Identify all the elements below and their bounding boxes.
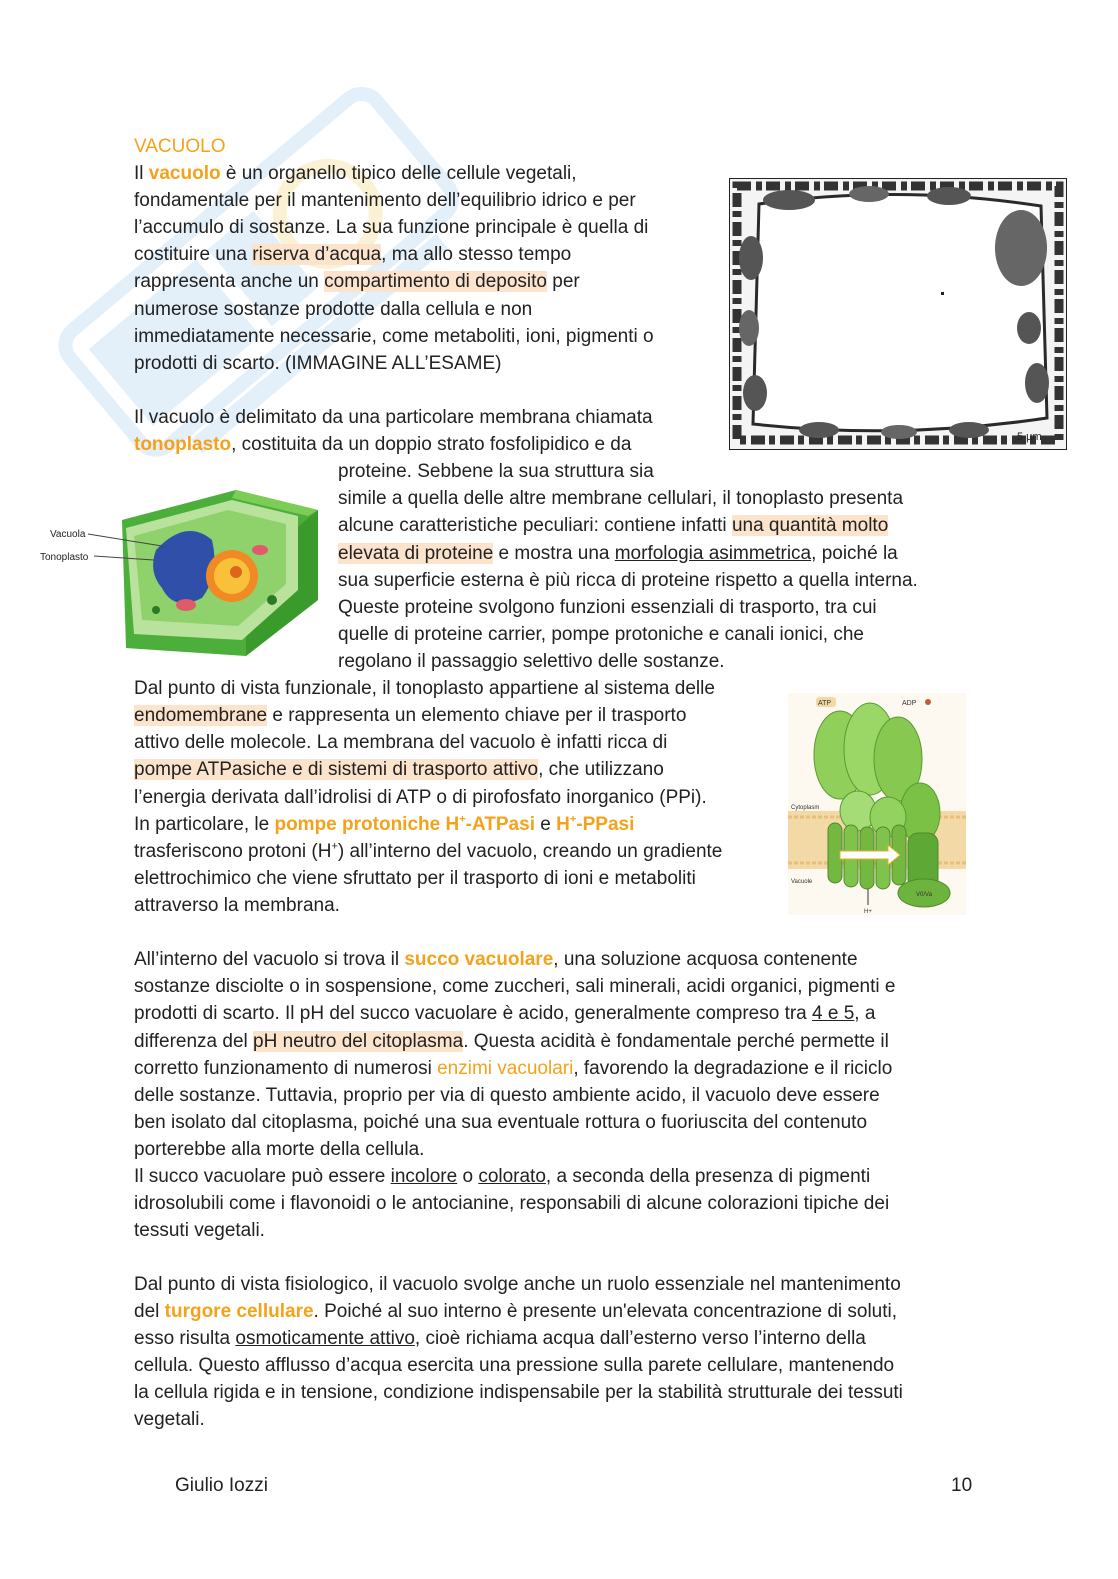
para3-line6: In particolare, le pompe protoniche H+-ATPasi e H+-PPasi [134, 813, 635, 835]
para2-line1: Il vacuolo è delimitato da una particolare membrana chiamata [134, 407, 653, 428]
keyword-turgore: turgore cellulare [164, 1301, 314, 1322]
para3-line9: attraverso la membrana. [134, 895, 340, 916]
scale-bar-label: 5 µm [1017, 431, 1042, 443]
plant-cell-illustration [36, 480, 328, 662]
label-tonoplasto: Tonoplasto [40, 552, 89, 563]
para1-line4: costituire una riserva d’acqua, ma allo stesso tempo [134, 244, 572, 265]
highlight-riserva: riserva d’acqua [252, 244, 382, 265]
para3-line4: pompe ATPasiche e di sistemi di trasporto attivo, che utilizzano [134, 759, 664, 780]
footer-author: Giulio Iozzi [175, 1475, 268, 1496]
para4-line3: prodotti di scarto. Il pH del succo vacuolare è acido, generalmente compreso tra 4 e 5, a [134, 1003, 876, 1024]
para5-line4: cellula. Questo afflusso d’acqua esercita una pressione sulla parete cellulare, mantenendo [134, 1355, 895, 1376]
para5-line1: Dal punto di vista fisiologico, il vacuolo svolge anche un ruolo essenziale nel mantenimento [134, 1274, 901, 1295]
keyword-pompe-atpasi: pompe protoniche H+-ATPasi [274, 813, 535, 835]
label-adp: ADP [902, 700, 917, 707]
para4-line11: tessuti vegetali. [134, 1220, 265, 1241]
v-atpase-illustration [788, 693, 966, 915]
underline-osmoticamente: osmoticamente attivo [235, 1328, 415, 1349]
para1-line2: fondamentale per il mantenimento dell’equilibrio idrico e per [134, 190, 636, 211]
keyword-enzimi-vacuolari: enzimi vacuolari [437, 1058, 574, 1079]
para3-line8: elettrochimico che viene sfruttato per il trasporto di ioni e metaboliti [134, 868, 696, 889]
label-h-plus: H+ [864, 909, 872, 915]
footer-page-number: 10 [951, 1475, 973, 1496]
highlight-pompe: pompe ATPasiche e di sistemi di trasporto attivo [134, 759, 539, 780]
highlight-quantita: una quantità molto [731, 515, 889, 536]
para3-line1: Dal punto di vista funzionale, il tonoplasto appartiene al sistema delle [134, 678, 715, 699]
para1-line8: prodotti di scarto. (IMMAGINE ALL’ESAME) [134, 353, 502, 374]
keyword-ppasi: H+-PPasi [556, 813, 635, 835]
label-cytoplasm: Cytoplasm [791, 805, 820, 811]
highlight-ph-neutro: pH neutro del citoplasma [253, 1031, 464, 1052]
highlight-elevata: elevata di proteine [338, 543, 494, 564]
para1-line3: l’accumulo di sostanze. La sua funzione principale è quella di [134, 217, 649, 238]
vacuole-micrograph-image [729, 178, 1067, 450]
label-vacuola: Vacuola [50, 529, 86, 540]
underline-incolore: incolore [390, 1166, 458, 1187]
para4-line8: porterebbe alla morte della cellula. [134, 1139, 425, 1160]
para5-line3: esso risulta osmoticamente attivo, cioè richiama acqua dall’esterno verso l’interno della [134, 1328, 866, 1349]
para5-line2: del turgore cellulare. Poiché al suo interno è presente un'elevata concentrazione di soluti, [134, 1301, 898, 1322]
underline-morfologia: morfologia asimmetrica [614, 543, 812, 564]
para4-line5: corretto funzionamento di numerosi enzimi vacuolari, favorendo la degradazione e il riciclo [134, 1058, 893, 1079]
para3-line7: trasferiscono protoni (H+) all’interno del vacuolo, creando un gradiente [134, 840, 723, 862]
keyword-tonoplasto: tonoplasto [134, 434, 232, 455]
highlight-endomembrane: endomembrane [134, 705, 268, 726]
para3-line3: attivo delle molecole. La membrana del vacuolo è infatti ricca di [134, 732, 668, 753]
para1-line6: numerose sostanze prodotte dalla cellula e non [134, 299, 533, 320]
para4-line1: All’interno del vacuolo si trova il succo vacuolare, una soluzione acquosa contenente [134, 949, 858, 970]
para3-line2: endomembrane e rappresenta un elemento chiave per il trasporto [134, 705, 687, 726]
keyword-succo-vacuolare: succo vacuolare [404, 949, 554, 970]
para1-line7: immediatamente necessarie, come metaboliti, ioni, pigmenti o [134, 326, 654, 347]
para2-line10: regolano il passaggio selettivo delle sostanze. [338, 651, 725, 672]
para4-line7: ben isolato dal citoplasma, poiché una sua eventuale rottura o fuoriuscita del contenuto [134, 1112, 868, 1133]
para4-line10: idrosolubili come i flavonoidi o le antocianine, responsabili di alcune colorazioni tipiche dei [134, 1193, 890, 1214]
para4-line4: differenza del pH neutro del citoplasma. Questa acidità è fondamentale perché permette il [134, 1031, 889, 1052]
para4-line9: Il succo vacuolare può essere incolore o colorato, a seconda della presenza di pigmenti [134, 1166, 871, 1187]
label-vacuole: Vacuole [791, 879, 813, 885]
para2-line5: alcune caratteristiche peculiari: contiene infatti una quantità molto [338, 515, 889, 536]
underline-ph-range: 4 e 5 [812, 1003, 855, 1024]
para2-line9: quelle di proteine carrier, pompe protoniche e canali ionici, che [338, 624, 864, 645]
para2-line3: proteine. Sebbene la sua struttura sia [338, 461, 654, 482]
para4-line6: delle sostanze. Tuttavia, proprio per via di questo ambiente acido, il vacuolo deve essere [134, 1085, 880, 1106]
section-title: VACUOLO [134, 136, 226, 157]
para2-line6: elevata di proteine e mostra una morfologia asimmetrica, poiché la [338, 543, 898, 564]
highlight-compartimento: compartimento di deposito [324, 271, 547, 292]
para2-line8: Queste proteine svolgono funzioni essenziali di trasporto, tra cui [338, 597, 877, 618]
para4-line2: sostanze disciolte o in sospensione, come zuccheri, sali minerali, acidi organici, pigmenti e [134, 976, 896, 997]
para2-line7: sua superficie esterna è più ricca di proteine rispetto a quella interna. [338, 570, 918, 591]
keyword-vacuolo: vacuolo [148, 163, 221, 184]
label-atp: ATP [818, 700, 832, 707]
para1-line1: Il vacuolo è un organello tipico delle cellule vegetali, [134, 163, 577, 184]
para5-line5: la cellula rigida e in tensione, condizione indispensabile per la stabilità strutturale dei tessuti [134, 1382, 903, 1403]
underline-colorato: colorato [478, 1166, 546, 1187]
para2-line4: simile a quella delle altre membrane cellulari, il tonoplasto presenta [338, 488, 904, 509]
para3-line5: l’energia derivata dall’idrolisi di ATP o di pirofosfato inorganico (PPi). [134, 787, 707, 808]
para2-line2: tonoplasto, costituita da un doppio strato fosfolipidico e da [134, 434, 632, 455]
label-v0: V0/Va [916, 892, 932, 898]
para1-line5: rappresenta anche un compartimento di deposito per [134, 271, 580, 292]
para5-line6: vegetali. [134, 1409, 205, 1430]
